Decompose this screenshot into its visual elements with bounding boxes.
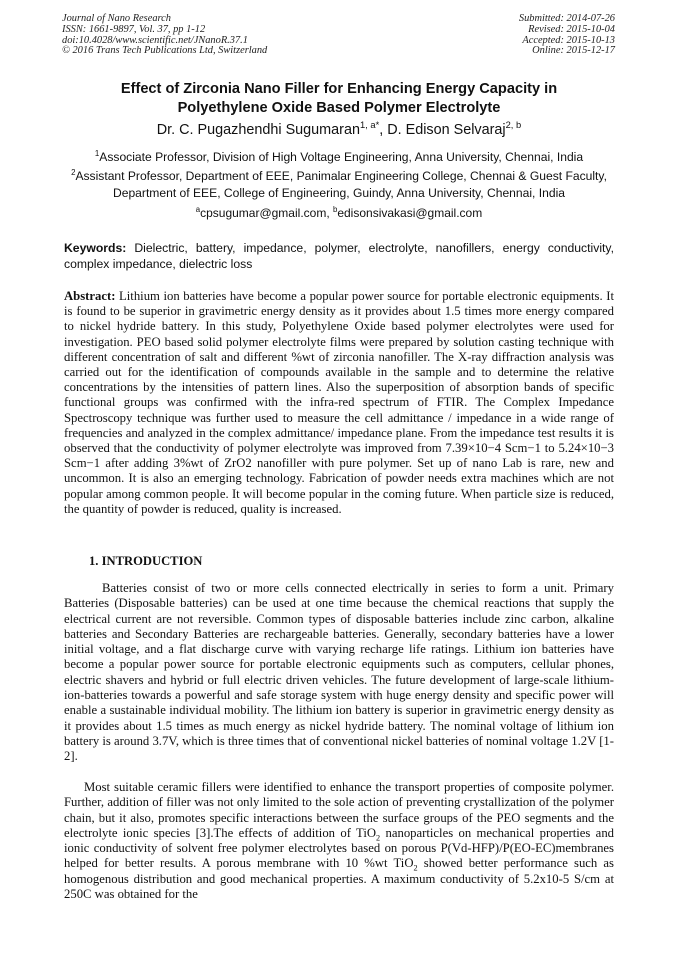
section-heading-introduction: 1. INTRODUCTION — [89, 554, 203, 568]
author-2-marker: 2, b — [505, 120, 522, 131]
author-1-marker: 1, a* — [359, 120, 380, 131]
author-2: D. Edison Selvaraj — [387, 122, 506, 138]
affiliation-2-text: Assistant Professor, Department of EEE, Panimalar Engineering College, Chennai & Guest Faculty, Department of EEE, College of Engineering, Guindy, Anna University, Chennai, India — [75, 169, 607, 200]
email-2: edisonsivakasi@gmail.com — [337, 206, 483, 220]
paper-title — [40, 80, 638, 118]
keywords — [64, 240, 614, 272]
tio2-subscript-2: 2 — [413, 864, 418, 874]
journal-copyright: © 2016 Trans Tech Publications Ltd, Switzerland — [62, 45, 268, 57]
title-line-2: Polyethylene Oxide Based Polymer Electrolyte — [177, 100, 501, 116]
affiliation-2 — [40, 168, 638, 201]
intro-paragraph-2-part-c: showed better performance such as homogenous distribution and good mechanical properties. A maximum conductivity of 5.2x10-5 S/cm at 250C was obtained for the — [64, 856, 614, 902]
journal-name: Journal of Nano Research — [62, 13, 171, 24]
affiliation-1-marker: 1 — [94, 148, 100, 158]
abstract-label: Abstract: — [64, 289, 116, 303]
journal-info — [62, 14, 267, 57]
keywords-label: Keywords: — [64, 241, 127, 255]
abstract-text: Lithium ion batteries have become a popular power source for portable electronic equipments. It is found to be superior in gravimetric energy density as it provides about 1.5 times more energy compared to nickel hydride battery. In this study, Polyethylene Oxide based polymer electrolytes were used for investigation. PEO based solid polymer electrolyte films were prepared by solution casting technique with different concentration of salt and different %wt of zirconia nanofiller. The X-ray diffraction analysis was carried out for the identification of compounds available in the sample and to determine the relative concentrations by the intensities of pattern lines. Also the superposition of absorption bands of specific functional groups was confirmed with the infra-red spectrum of FTIR. The Complex Impedance Spectroscopy technique was further used to measure the cell admittance / impedance in a wide range of frequencies and analyzed in the complex admittance/ impedance plane. From the impedance test results it is observed that the conductivity of polymer electrolyte was improved from 7.39×10−4 Scm−1 to 5.24×10−3 Scm−1 after adding 3%wt of ZrO2 nanofiller with pure polymer. Set up of nano Lab is rare, new and uncommon. It is also an emerging technology. Fabrication of powder needs extra machines which are not popular among common people. It will become popular in the coming future. When particle size is reduced, the quantity of powder is reduced, quality is increased. — [64, 289, 614, 516]
keywords-text: Dielectric, battery, impedance, polymer, electrolyte, nanofillers, energy conductivity, complex impedance, dielectric loss — [64, 241, 614, 271]
affiliation-1-text: Associate Professor, Division of High Voltage Engineering, Anna University, Chennai, India — [99, 150, 584, 164]
email-1-marker: a — [195, 205, 201, 214]
email-1: cpsugumar@gmail.com, — [200, 206, 333, 220]
intro-paragraph-2-part-b: nanoparticles on mechanical properties and ionic conductivity of solvent free polymer electrolytes based on porous P(Vd-HFP)/P(EO-EC)membranes helped for better results. A porous membrane with 10 %wt TiO — [64, 825, 615, 871]
publication-dates — [519, 14, 615, 57]
journal-doi: doi:10.4028/www.scientific.net/JNanoR.37.1 — [62, 34, 248, 46]
date-online: Online: 2015-12-17 — [532, 45, 615, 57]
intro-paragraph-1: Batteries consist of two or more cells connected electrically in series to form a unit. Primary Batteries (Disposable batteries) can be used at one time because the chemical reactions that supply the electrical current are not reversible. Common types of disposable batteries include zinc carbon, alkaline batteries and Secondary Batteries are rechargeable batteries. Generally, secondary batteries have a lower initial voltage, and a flat discharge curve with varying recharge life ratings. Lithium ion batteries have become a popular power source for portable electronic equipments such as computers, cellular phones, electric shavers and hybrid or full electric driven vehicles. The future development of large-scale lithium-ion-batteries towards a powerful and safe storage system with huge energy density and specific power will enable a sustainable individual mobility. The lithium ion battery is superior in gravimetric energy density as it provides about 1.5 times as much energy as nickel hydride battery. The nominal voltage of lithium ion battery is around 3.7V, which is three times that of conventional nickel batteries of nominal voltage 1.2V [1-2]. — [64, 581, 614, 764]
email-2-marker: b — [332, 205, 338, 214]
title-line-1: Effect of Zirconia Nano Filler for Enhancing Energy Capacity in — [120, 81, 558, 97]
intro-paragraph-2-part-a: Most suitable ceramic fillers were identified to enhance the transport properties of composite polymer. Further, addition of filler was not only limited to the sole action of preventing crystallization of the polymer chain, but it also, promotes specific interactions between the surface groups of the PEO segments and the electrolyte ionic species [3].The effects of addition of TiO — [64, 780, 614, 840]
affiliation-1 — [40, 149, 638, 166]
abstract — [64, 289, 614, 517]
intro-paragraph-2 — [64, 780, 614, 902]
date-accepted: Accepted: 2015-10-13 — [522, 34, 615, 46]
date-submitted: Submitted: 2014-07-26 — [518, 13, 615, 24]
author-1: Dr. C. Pugazhendhi Sugumaran — [156, 122, 360, 138]
tio2-subscript-1: 2 — [376, 833, 381, 843]
journal-issn: ISSN: 1661-9897, Vol. 37, pp 1-12 — [62, 23, 206, 35]
author-line — [30, 121, 648, 139]
author-separator: , — [379, 122, 388, 138]
date-revised: Revised: 2015-10-04 — [528, 23, 615, 35]
author-emails — [40, 206, 638, 221]
affiliation-2-marker: 2 — [71, 167, 76, 177]
